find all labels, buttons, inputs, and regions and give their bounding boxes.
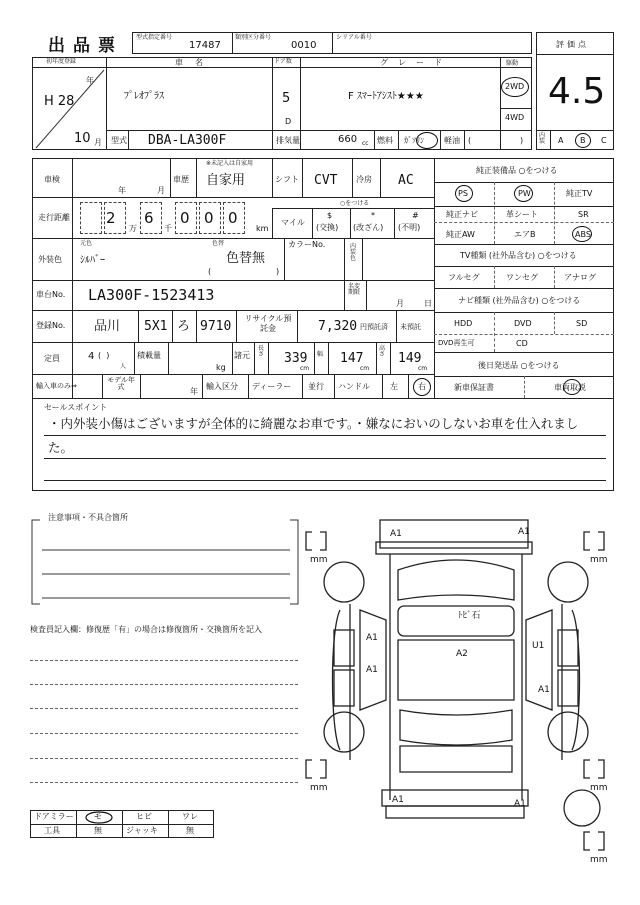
mileage-digit-2: 6	[144, 209, 154, 227]
serial-label: シリアル番号	[336, 34, 372, 41]
svg-text:mm: mm	[590, 855, 608, 865]
first-reg-label: 初年度登録	[46, 58, 77, 65]
options-title: 純正装備品 ○をつける	[476, 166, 558, 175]
drive-4wd: 4WD	[505, 113, 525, 122]
color-change: 色替無	[226, 251, 266, 266]
recycle-label: リサイクル預託金	[244, 314, 292, 333]
damage-a2-roof: A2	[456, 649, 468, 659]
sales-line-2: た。	[48, 440, 74, 455]
caution-bracket	[30, 518, 302, 606]
class-no-label: 類別区分番号	[235, 34, 272, 41]
shift: CVT	[314, 173, 338, 188]
score-value: 4.5	[548, 71, 606, 112]
name-change-label: 名変期限	[348, 283, 361, 296]
shift-label: シフト	[275, 175, 299, 184]
sales-label: セールスポイント	[44, 403, 108, 412]
fuel-label: 燃料	[377, 136, 393, 145]
score-label: 評価点	[556, 40, 589, 49]
damage-a1-right-rear: A1	[538, 685, 550, 695]
model-type-label: 型式	[111, 136, 127, 145]
chassis-no: LA300F-1523413	[88, 286, 215, 304]
svg-text:mm: mm	[590, 555, 608, 565]
recycle-amount: 7,320	[318, 319, 358, 334]
color-no-label: カラーNo.	[288, 240, 326, 249]
reg-label: 登録No.	[36, 321, 66, 330]
doors: 5	[282, 91, 291, 106]
interior-b-circle	[575, 133, 591, 148]
capacity-label: 定員	[44, 354, 60, 363]
reg-num: 9710	[200, 319, 232, 334]
history: 自家用	[206, 173, 246, 188]
fuel: ｶﾞｿﾘﾝ	[404, 136, 424, 145]
reg-kana: ろ	[177, 319, 191, 334]
reg-class: 5X1	[144, 319, 168, 334]
mm-label: mm	[310, 555, 328, 565]
first-reg-month: 10	[74, 131, 91, 146]
orig-color: ｼﾙﾊﾞｰ	[80, 255, 105, 266]
interior-b: B	[580, 136, 586, 145]
load-label: 積載量	[137, 351, 161, 360]
drive-label: 駆動	[506, 60, 519, 67]
drive-2wd-circle	[501, 77, 529, 97]
svg-text:mm: mm	[590, 783, 608, 793]
mileage-digit-1: 2	[106, 209, 116, 227]
ac: AC	[398, 173, 414, 188]
inspection-label: 車検	[44, 175, 60, 184]
fuel-circle	[416, 132, 438, 149]
handle-right-circle	[413, 378, 431, 396]
height: 149	[398, 351, 422, 366]
svg-text:mm: mm	[310, 783, 328, 793]
mileage-digit-4: 0	[204, 209, 214, 227]
class-no: 0010	[291, 40, 317, 51]
displacement-label: 排気量	[276, 136, 300, 145]
length: 339	[284, 351, 308, 366]
color-label: 外装色	[38, 255, 62, 264]
model-no: 17487	[189, 40, 221, 51]
mile-label: マイル	[281, 218, 305, 227]
option-pw: PW	[518, 189, 531, 198]
drive-2wd: 2WD	[505, 82, 525, 91]
option-ps: PS	[458, 189, 468, 198]
mileage-digit-5: 0	[228, 209, 238, 227]
history-label: 車歴	[173, 175, 189, 184]
dims-label: 諸元	[234, 351, 250, 360]
model-type: DBA-LA300F	[148, 133, 227, 148]
ac-label: 冷房	[356, 175, 372, 184]
grade-label: グレード	[380, 58, 452, 67]
damage-chip: ﾄﾋﾞ石	[458, 611, 481, 621]
damage-u1-right-door: U1	[532, 641, 545, 651]
width: 147	[340, 351, 364, 366]
option-abs: ABS	[575, 230, 591, 239]
car-name: ﾌﾟﾚｵﾌﾟﾗｽ	[124, 91, 164, 102]
capacity: 4	[88, 351, 95, 362]
sales-line-1: ・内外装小傷はございますが全体的に綺麗なお車です。・嫌なにおいのしないお車を仕入れまし	[48, 416, 579, 431]
damage-a1-front-left: A1	[390, 529, 402, 539]
diesel-label: 軽油	[444, 136, 460, 145]
doors-label: ドア数	[274, 58, 292, 65]
car-damage-diagram	[300, 510, 620, 870]
grade: F ｽﾏｰﾄｱｼｽﾄ★★★	[348, 91, 424, 102]
damage-a1-left-front-door: A1	[366, 633, 378, 643]
first-reg-era: H 28	[44, 94, 75, 109]
displacement: 660	[338, 134, 358, 145]
caution-label: 注意事項・不具合箇所	[48, 513, 128, 522]
import-label: 輸入車のみ⇒	[36, 382, 77, 390]
damage-a1-left-rear-door: A1	[366, 665, 378, 675]
reg-place: 品川	[94, 319, 121, 334]
damage-a1-rear-right: A1	[514, 799, 526, 809]
model-no-label: 型式指定番号	[136, 34, 173, 41]
int-color-label: 内装色	[350, 243, 357, 262]
damage-a1-rear-left: A1	[392, 795, 404, 805]
car-name-label: 車名	[175, 58, 215, 67]
page-title: 出品票	[48, 36, 123, 56]
chassis-label: 車台No.	[36, 290, 66, 299]
interior-label: 内装	[539, 132, 546, 145]
handle-right: 右	[418, 382, 426, 391]
mileage-digit-3: 0	[180, 209, 190, 227]
mirror-value: モ	[94, 812, 102, 821]
damage-a1-front-right: A1	[518, 527, 530, 537]
inspector-label: 検査員記入欄：修復歴「有」の場合は修復箇所・交換箇所を記入	[30, 625, 262, 634]
mileage-label: 走行距離	[38, 213, 70, 222]
